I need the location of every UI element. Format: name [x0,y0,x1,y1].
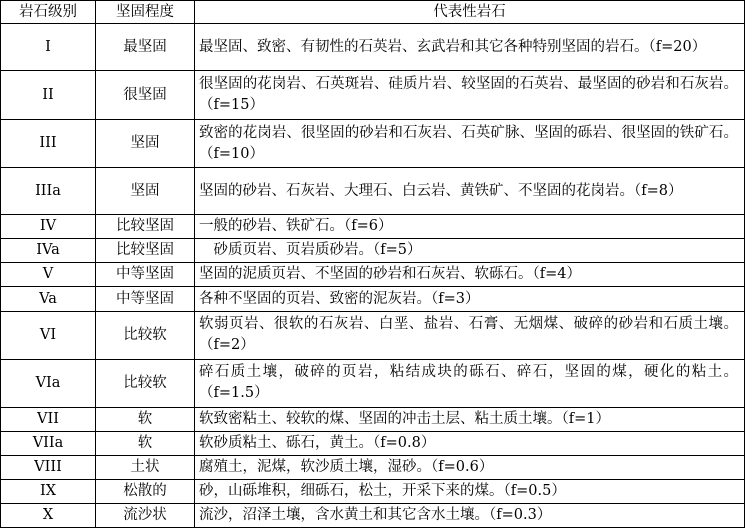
rock-grade-cell: X [1,503,96,527]
table-row [1,479,745,503]
rock-grade-cell: Va [1,287,96,311]
table-row [1,287,745,311]
rock-grade-cell: IX [1,479,96,503]
description-cell: 腐殖土，泥煤，软沙质土壤，湿砂。（f=0.6） [195,455,745,479]
description-cell: 软致密粘土、较软的煤、坚固的冲击土层、粘土质土壤。（f=1） [195,407,745,431]
table-row [1,168,745,215]
description-cell: 坚固的砂岩、石灰岩、大理石、白云岩、黄铁矿、不坚固的花岗岩。（f=8） [195,168,745,215]
table-row [1,120,745,168]
header-rock-grade: 岩石级别 [1,1,96,24]
hardness-cell: 软 [96,407,195,431]
hardness-cell: 很坚固 [96,71,195,120]
description-cell: 一般的砂岩、铁矿石。（f=6） [195,215,745,239]
description-cell: 很坚固的花岗岩、石英斑岩、硅质片岩、较坚固的石英岩、最坚固的砂岩和石灰岩。（f=15） [195,71,745,120]
rock-grade-cell: IVa [1,239,96,263]
hardness-cell: 比较坚固 [96,215,195,239]
table-row [1,359,745,407]
header-representative-rocks: 代表性岩石 [195,1,745,24]
hardness-cell: 比较软 [96,311,195,359]
rock-grade-cell: III [1,120,96,168]
hardness-cell: 中等坚固 [96,287,195,311]
rock-grade-cell: VII [1,407,96,431]
description-cell: 软砂质粘土、砾石，黄土。（f=0.8） [195,431,745,455]
hardness-cell: 中等坚固 [96,263,195,287]
table-row [1,239,745,263]
hardness-cell: 松散的 [96,479,195,503]
hardness-cell: 最坚固 [96,24,195,71]
rock-grade-cell: IV [1,215,96,239]
table-row [1,311,745,359]
rock-grade-cell: VIII [1,455,96,479]
rock-grade-cell: V [1,263,96,287]
description-cell: 碎石质土壤，破碎的页岩，粘结成块的砾石、碎石，坚固的煤，硬化的粘土。（f=1.5） [195,359,745,407]
table-row [1,407,745,431]
hardness-cell: 软 [96,431,195,455]
hardness-cell: 坚固 [96,168,195,215]
table-row [1,455,745,479]
header-hardness: 坚固程度 [96,1,195,24]
table-row [1,431,745,455]
table-row [1,215,745,239]
description-cell: 各种不坚固的页岩、致密的泥灰岩。（f=3） [195,287,745,311]
description-cell: 砂，山砾堆积，细砾石，松土，开采下来的煤。（f=0.5） [195,479,745,503]
hardness-cell: 比较软 [96,359,195,407]
rock-grade-cell: VIIa [1,431,96,455]
rock-grade-cell: II [1,71,96,120]
description-cell: 最坚固、致密、有韧性的石英岩、玄武岩和其它各种特别坚固的岩石。（f=20） [195,24,745,71]
description-cell: 致密的花岗岩、很坚固的砂岩和石灰岩、石英矿脉、坚固的砾岩、很坚固的铁矿石。（f=10） [195,120,745,168]
hardness-cell: 比较坚固 [96,239,195,263]
table-row [1,71,745,120]
rock-grade-cell: VIa [1,359,96,407]
table-row [1,263,745,287]
table-row [1,24,745,71]
description-cell: 砂质页岩、页岩质砂岩。（f=5） [195,239,745,263]
header-row [1,1,745,24]
description-cell: 软弱页岩、很软的石灰岩、白垩、盐岩、石膏、无烟煤、破碎的砂岩和石质土壤。（f=2） [195,311,745,359]
description-cell: 流沙，沼泽土壤，含水黄土和其它含水土壤。（f=0.3） [195,503,745,527]
table-row [1,503,745,527]
hardness-cell: 坚固 [96,120,195,168]
rock-grade-cell: I [1,24,96,71]
description-cell: 坚固的泥质页岩、不坚固的砂岩和石灰岩、软砾石。（f=4） [195,263,745,287]
rock-grade-cell: VI [1,311,96,359]
hardness-cell: 流沙状 [96,503,195,527]
rock-grade-cell: IIIa [1,168,96,215]
hardness-cell: 土状 [96,455,195,479]
